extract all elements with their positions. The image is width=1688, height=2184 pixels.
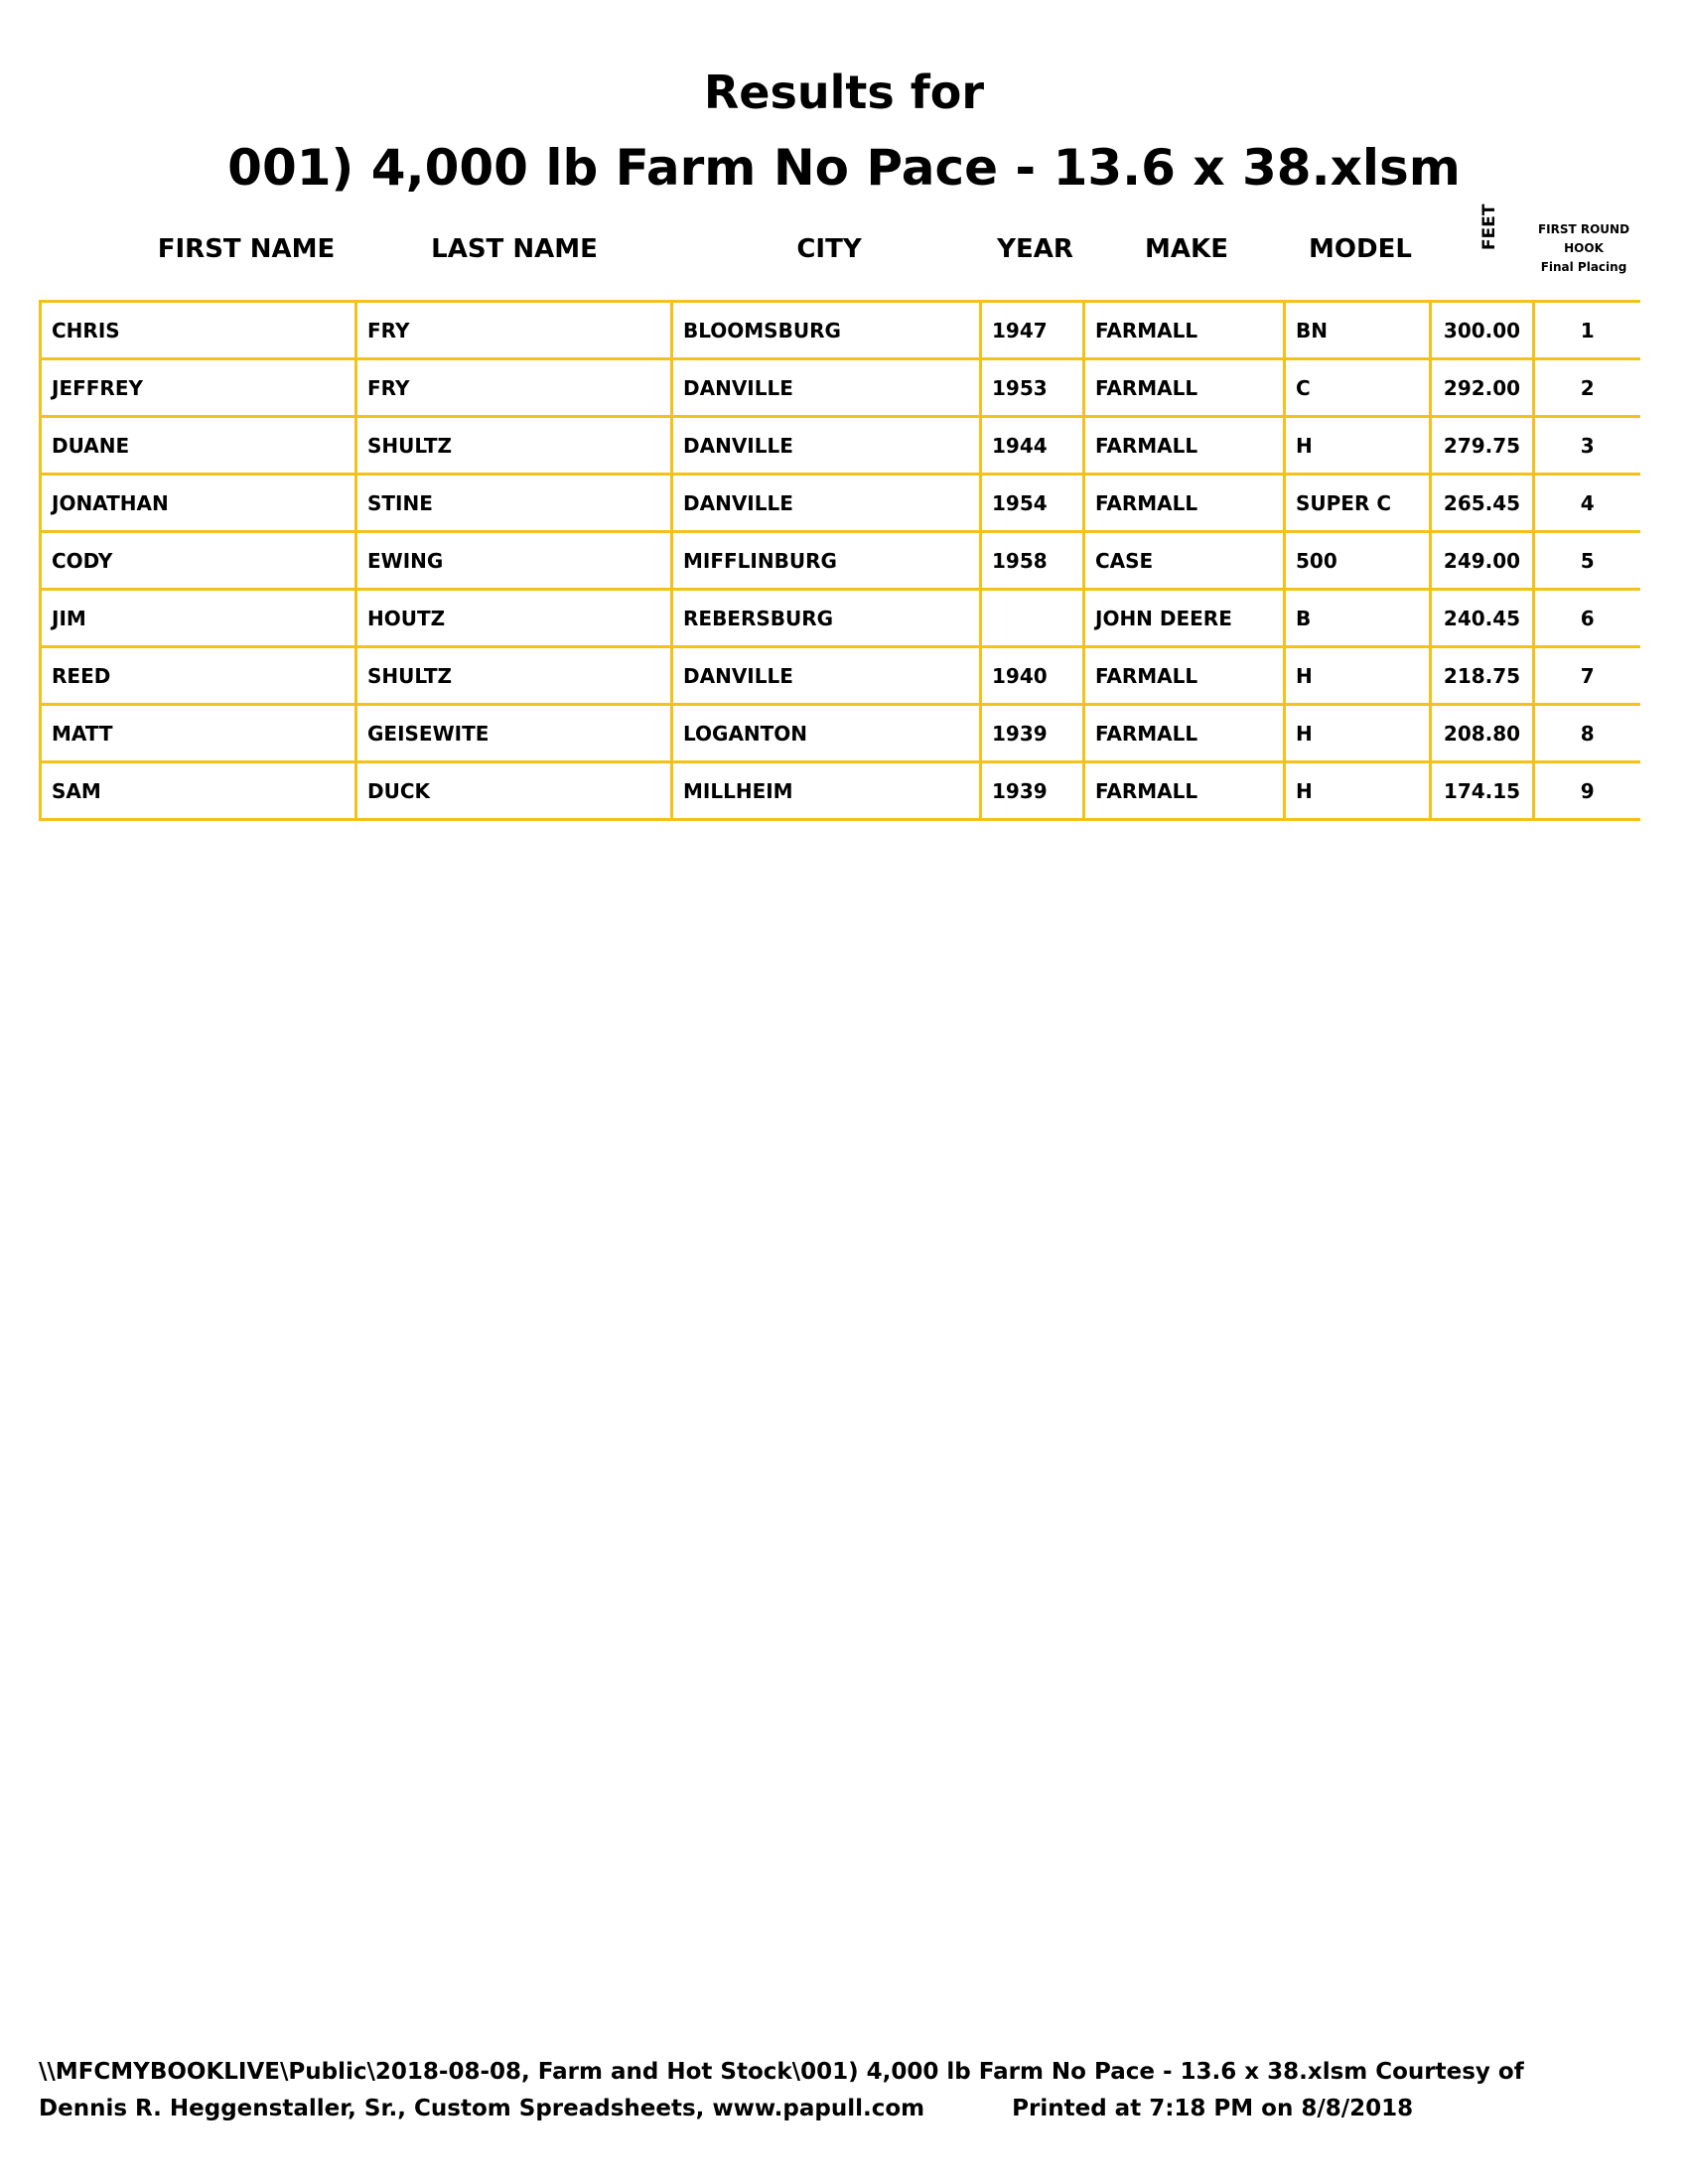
cell-city: BLOOMSBURG [672,302,981,359]
cell-city: REBERSBURG [672,590,981,647]
cell-model: B [1285,590,1431,647]
cell-make: FARMALL [1084,302,1285,359]
cell-feet: 249.00 [1431,532,1534,590]
cell-place: 1 [1534,302,1640,359]
cell-make: FARMALL [1084,705,1285,762]
cell-city: MILLHEIM [672,762,981,820]
cell-feet: 208.80 [1431,705,1534,762]
cell-model: H [1285,417,1431,475]
cell-year: 1958 [981,532,1084,590]
cell-first-name: MATT [41,705,356,762]
cell-feet: 218.75 [1431,647,1534,705]
cell-year: 1954 [981,475,1084,532]
cell-place: 4 [1534,475,1640,532]
table-row [41,762,1640,820]
header-model: MODEL [1309,234,1412,264]
cell-feet: 265.45 [1431,475,1534,532]
header-feet: FEET [1479,204,1499,250]
cell-feet: 240.45 [1431,590,1534,647]
cell-year: 1939 [981,762,1084,820]
cell-feet: 174.15 [1431,762,1534,820]
table-row [41,302,1640,359]
cell-place: 2 [1534,359,1640,417]
header-make: MAKE [1145,234,1228,264]
cell-last-name: SHULTZ [356,647,672,705]
cell-last-name: FRY [356,359,672,417]
footer-credit [39,2096,1413,2121]
cell-place: 3 [1534,417,1640,475]
cell-model: H [1285,647,1431,705]
cell-first-name: JEFFREY [41,359,356,417]
cell-last-name: GEISEWITE [356,705,672,762]
cell-year: 1944 [981,417,1084,475]
cell-make: FARMALL [1084,475,1285,532]
cell-place: 9 [1534,762,1640,820]
cell-make: CASE [1084,532,1285,590]
cell-make: FARMALL [1084,647,1285,705]
cell-make: JOHN DEERE [1084,590,1285,647]
cell-first-name: CODY [41,532,356,590]
cell-model: H [1285,705,1431,762]
header-city: CITY [796,234,862,264]
table-row [41,647,1640,705]
cell-city: DANVILLE [672,647,981,705]
cell-make: FARMALL [1084,359,1285,417]
cell-year: 1953 [981,359,1084,417]
footer-file-path: \\MFCMYBOOKLIVE\Public\2018-08-08, Farm and Hot Stock\001) 4,000 lb Farm No Pace - 13.6 x 38.xlsm Courtesy of [39,2059,1524,2085]
header-final-placing [1529,220,1638,277]
cell-first-name: CHRIS [41,302,356,359]
cell-place: 6 [1534,590,1640,647]
cell-make: FARMALL [1084,417,1285,475]
cell-city: MIFFLINBURG [672,532,981,590]
table-row [41,590,1640,647]
cell-last-name: EWING [356,532,672,590]
cell-city: DANVILLE [672,417,981,475]
cell-last-name: STINE [356,475,672,532]
table-row [41,359,1640,417]
cell-city: DANVILLE [672,359,981,417]
cell-first-name: SAM [41,762,356,820]
table-row [41,532,1640,590]
table-row [41,705,1640,762]
footer-printed-timestamp: Printed at 7:18 PM on 8/8/2018 [1012,2096,1414,2121]
table-row [41,417,1640,475]
cell-model: SUPER C [1285,475,1431,532]
cell-year: 1947 [981,302,1084,359]
cell-model: 500 [1285,532,1431,590]
table-row [41,475,1640,532]
cell-feet: 300.00 [1431,302,1534,359]
results-table [39,300,1640,821]
cell-first-name: REED [41,647,356,705]
header-placing-line-1: FIRST ROUND [1537,222,1630,236]
cell-first-name: DUANE [41,417,356,475]
cell-year [981,590,1084,647]
cell-year: 1940 [981,647,1084,705]
cell-city: LOGANTON [672,705,981,762]
page-title-line-2: 001) 4,000 lb Farm No Pace - 13.6 x 38.xlsm [227,139,1461,197]
cell-last-name: FRY [356,302,672,359]
cell-first-name: JIM [41,590,356,647]
cell-model: BN [1285,302,1431,359]
header-placing-line-2: HOOK [1564,241,1604,255]
cell-make: FARMALL [1084,762,1285,820]
header-last-name: LAST NAME [431,234,598,264]
page-title-line-1: Results for [703,66,985,119]
header-year: YEAR [997,234,1073,264]
cell-year: 1939 [981,705,1084,762]
cell-city: DANVILLE [672,475,981,532]
header-first-name: FIRST NAME [157,234,336,264]
cell-model: C [1285,359,1431,417]
cell-place: 7 [1534,647,1640,705]
cell-first-name: JONATHAN [41,475,356,532]
header-placing-line-3: Final Placing [1540,260,1627,274]
cell-place: 5 [1534,532,1640,590]
cell-last-name: HOUTZ [356,590,672,647]
results-table-body [41,302,1640,820]
cell-last-name: DUCK [356,762,672,820]
cell-model: H [1285,762,1431,820]
cell-feet: 279.75 [1431,417,1534,475]
cell-feet: 292.00 [1431,359,1534,417]
cell-place: 8 [1534,705,1640,762]
footer-credit-text: Dennis R. Heggenstaller, Sr., Custom Spreadsheets, www.papull.com [39,2096,925,2121]
cell-last-name: SHULTZ [356,417,672,475]
